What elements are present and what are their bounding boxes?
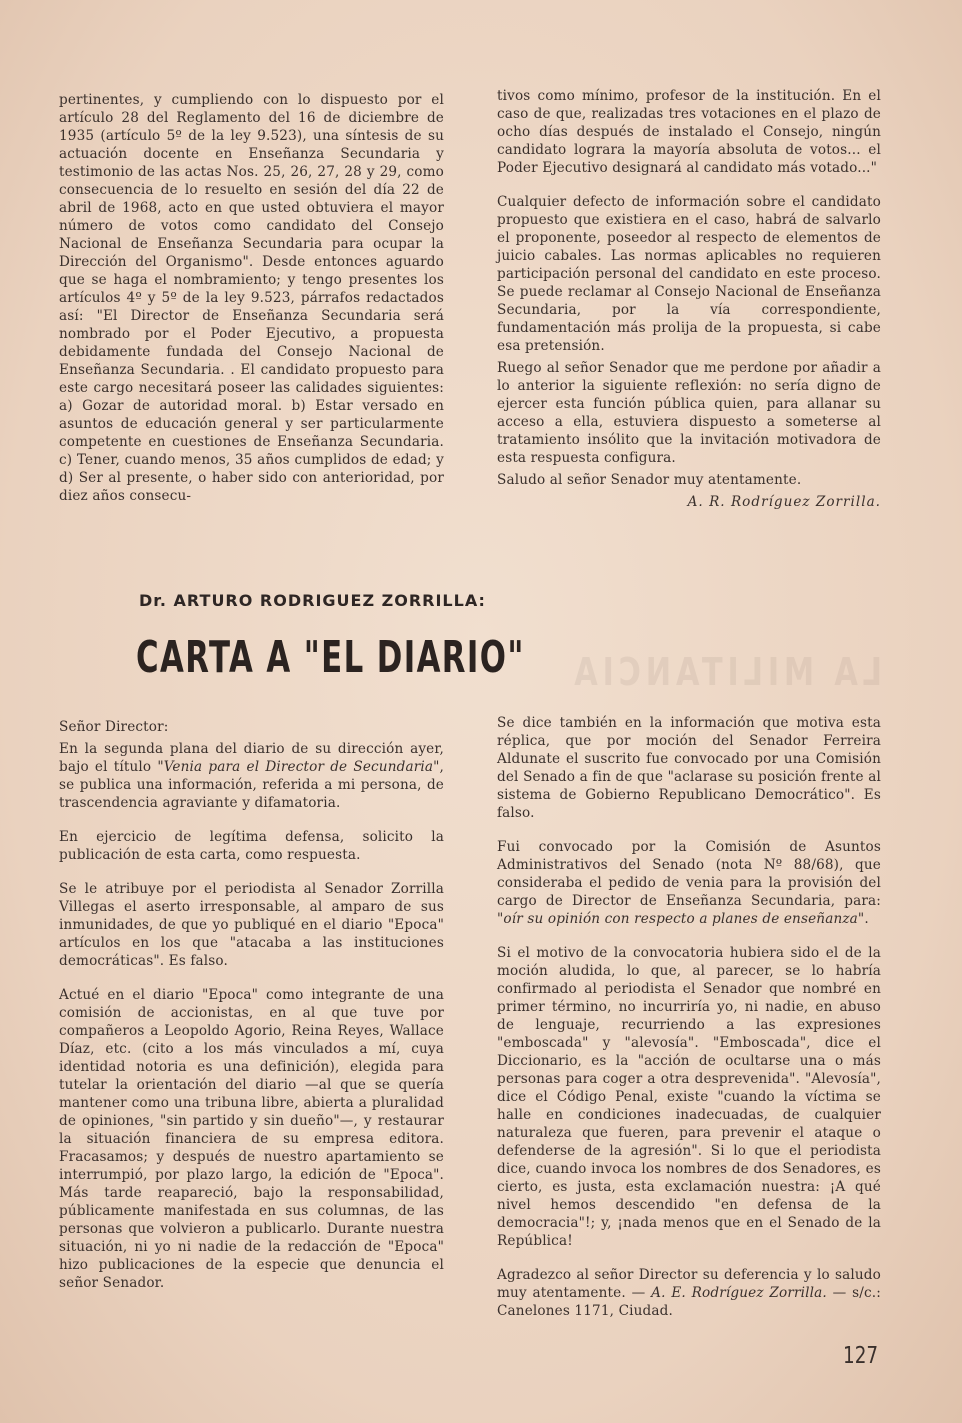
paragraph-text: — s/c.: Canelones 1171, Ciudad. xyxy=(497,1285,881,1319)
bottom-right-paragraph-1: Se dice también en la información que motiva esta réplica, que por moción del Senador Ferreira Aldunate el suscrito fue convocado por una Comisión del Senado a fin de que "aclarase su posición frente al sistema de Gobierno Republicano Democrático". Es falso. xyxy=(497,715,881,821)
closing-signature: A. E. Rodríguez Zorrilla. xyxy=(651,1285,827,1301)
bottom-left-paragraph-4: Actué en el diario "Epoca" como integrante de una comisión de accionistas, en al que tuve por compañeros a Leopoldo Agorio, Reina Reyes, Wallace Díaz, etc. (cito a los más vinculados a mí, cuya identidad notoria es una definición), elegida para tutelar la orientación del diario —al que se quería mantener como una tribuna libre, abierta a pluralidad de opiniones, "sin partido y sin dueño"—, y restaurar la situación financiera de su empresa editora. Fracasamos; y después de nuestro apartamiento se interrumpió, por plazo largo, la edición de "Epoca". Más tarde reapareció, bajo la responsabilidad, públicamente manifestada en sus columnas, de las personas que volvieron a publicarlo. Durante nuestra situación, ni yo ni nadie de la redacción de "Epoca" hizo publicaciones de la especie que denuncia el señor Senador. xyxy=(59,987,444,1291)
top-right-paragraph-1: tivos como mínimo, profesor de la institución. En el caso de que, realizadas tres votaciones en el plazo de ocho días después de instalado el Consejo, ningún candidato lograra la mayoría absoluta de votos... el Poder Ejecutivo designará al candidato más votado..." xyxy=(497,88,881,176)
bottom-right-column xyxy=(497,714,881,1336)
paragraph-text: En la segunda plana del diario de su dirección ayer, bajo el título xyxy=(59,741,444,775)
paragraph-text: Fui convocado por la Comisión de Asuntos Administrativos del Senado (nota Nº 88/68), que consideraba el pedido de venia para la provisión del cargo de Director de Enseñanza Secundaria, para: xyxy=(497,839,881,909)
article-headline: CARTA A "EL DIARIO" xyxy=(136,632,525,683)
bottom-right-paragraph-4 xyxy=(497,1266,881,1320)
bottom-right-paragraph-2 xyxy=(497,838,881,928)
bottom-left-paragraph-1 xyxy=(59,740,444,812)
paragraph-text: . xyxy=(864,911,869,927)
quoted-purpose: "oír su opinión con respecto a planes de enseñanza" xyxy=(497,911,865,927)
paragraph-text: , se publica una información, referida a mi persona, de trascendencia agraviante y difamatoria. xyxy=(59,759,444,811)
bottom-right-paragraph-3: Si el motivo de la convocatoria hubiera sido el de la moción aludida, lo que, al parecer, se lo habría confirmado al periodista el Senador que nombré en primer término, no incurriría yo, ni nadie, en abuso de lenguaje, recurriendo a las expresiones "emboscada" y "alevosía". "Emboscada", dice el Diccionario, es la "acción de ocultarse una o más personas para coger a otra desprevenida". "Alevosía", dice el Código Penal, existe "cuando la víctima se halle en condiciones inadecuadas, de cualquier naturaleza que fueren, para prevenir el ataque o defenderse de la agresión". Si lo que el periodista dice, cuando invoca los nombres de dos Senadores, es cierto, es justa, esta exclamación nuestra: ¡A qué nivel hemos descendido "en defensa de la democracia"!; y, ¡nada menos que en el Senado de la República! xyxy=(497,945,881,1249)
top-left-column xyxy=(59,91,444,521)
letter-salutation: Señor Director: xyxy=(59,719,169,735)
bottom-left-column xyxy=(59,718,444,1308)
article-title-quote: "Venia para el Director de Secundaria" xyxy=(157,759,440,775)
top-left-paragraph: pertinentes, y cumpliendo con lo dispuesto por el artículo 28 del Reglamento del 16 de diciembre de 1935 (artículo 5º de la ley 9.523), una síntesis de su actuación docente en Enseñanza Secundaria y testimonio de las actas Nos. 25, 26, 27, 28 y 29, como consecuencia de lo resuelto en sesión del día 22 de abril de 1968, acto en que usted obtuviera el mayor número de votos como candidato del Consejo Nacional de Enseñanza Secundaria para ocupar la Dirección del Organismo". Desde entonces aguardo que se haga el nombramiento; y tengo presentes los artículos 4º y 5º de la ley 9.523, párrafos redactados así: "El Director de Enseñanza Secundaria será nombrado por el Poder Ejecutivo, a propuesta debidamente fundada del Consejo Nacional de Enseñanza Secundaria. . El candidato propuesto para este cargo necesitará poseer las calidades siguientes: a) Gozar de autoridad moral. b) Estar versado en asuntos de educación general y ser particularmente competente en cuestiones de Enseñanza Secundaria. c) Tener, cuando menos, 35 años cumplidos de edad; y d) Ser al presente, o haber sido con anterioridad, por diez años consecu- xyxy=(59,92,444,504)
page-number: 127 xyxy=(843,1343,879,1369)
top-right-signature: A. R. Rodríguez Zorrilla. xyxy=(687,494,881,510)
paragraph-text: Agradezco al señor Director su deferencia y lo saludo muy atentamente. — xyxy=(497,1267,881,1301)
top-right-paragraph-2: Cualquier defecto de información sobre el candidato propuesto que existiera en el caso, habrá de salvarlo el proponente, poseedor al respecto de elementos de juicio cabales. Las normas aplicables no requieren participación personal del candidato en este proceso. Se puede reclamar al Consejo Nacional de Enseñanza Secundaria, por la vía correspondiente, fundamentación más prolija de la propuesta, si cabe esa pretensión. xyxy=(497,194,881,354)
article-byline: Dr. ARTURO RODRIGUEZ ZORRILLA: xyxy=(139,591,486,610)
top-right-paragraph-3: Ruego al señor Senador que me perdone por añadir a lo anterior la siguiente reflexión: no sería digno de ejercer esta función pública quien, para allanar su acceso a ella, estuviera dispuesto a someterse al tratamiento insólito que la invitación motivadora de esta respuesta configura. xyxy=(497,360,881,466)
bottom-left-paragraph-2: En ejercicio de legítima defensa, solicito la publicación de esta carta, como respuesta. xyxy=(59,829,444,863)
top-right-column xyxy=(497,87,881,511)
show-through-text: LA MILITANCIA xyxy=(569,650,882,694)
bottom-left-paragraph-3: Se le atribuye por el periodista al Senador Zorrilla Villegas el aserto irresponsable, al amparo de sus inmunidades, de que yo publiqué en el diario "Epoca" artículos en los que "atacaba a las instituciones democráticas". Es falso. xyxy=(59,881,444,969)
top-right-closing: Saludo al señor Senador muy atentamente. xyxy=(497,472,802,488)
